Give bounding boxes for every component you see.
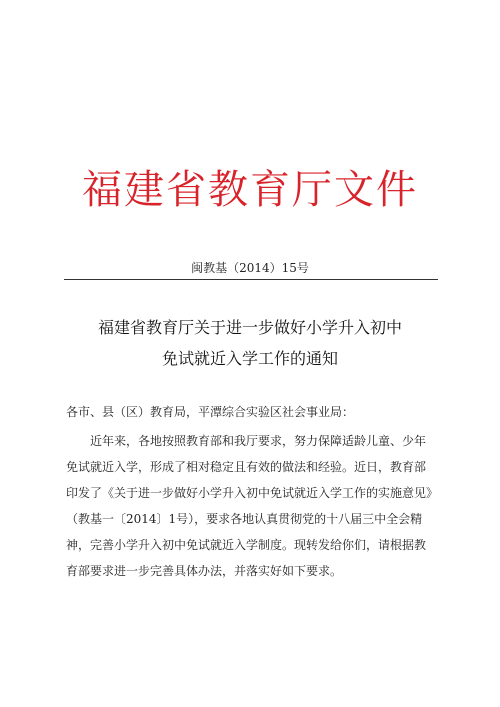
paragraph-line-3: 印发了《关于进一步做好小学升入初中免试就近入学工作的实施意见》 — [66, 486, 439, 500]
salutation: 各市、县（区）教育局，平潭综合实验区社会事业局： — [66, 405, 355, 419]
paragraph-line-5: 神，完善小学升入初中免试就近入学制度。现转发给你们，请根据教 — [66, 538, 427, 552]
header-divider — [64, 279, 438, 280]
document-title-line-2: 免试就近入学工作的通知 — [161, 349, 338, 368]
paragraph-line-4: （教基一〔2014〕1号），要求各地认真贯彻党的十八届三中全会精 — [66, 512, 423, 526]
paragraph-line-2: 免试就近入学，形成了相对稳定且有效的做法和经验。近日，教育部 — [66, 460, 427, 474]
paragraph-line-6: 育部要求进一步完善具体办法，并落实好如下要求。 — [66, 564, 343, 578]
document-header: 福建省教育厅文件 — [82, 167, 418, 213]
document-number: 闽教基（2014）15号 — [191, 261, 309, 275]
document-title-line-1: 福建省教育厅关于进一步做好小学升入初中 — [97, 318, 402, 337]
paragraph-line-1: 近年来，各地按照教育部和我厅要求，努力保障适龄儿童、少年 — [90, 434, 427, 448]
